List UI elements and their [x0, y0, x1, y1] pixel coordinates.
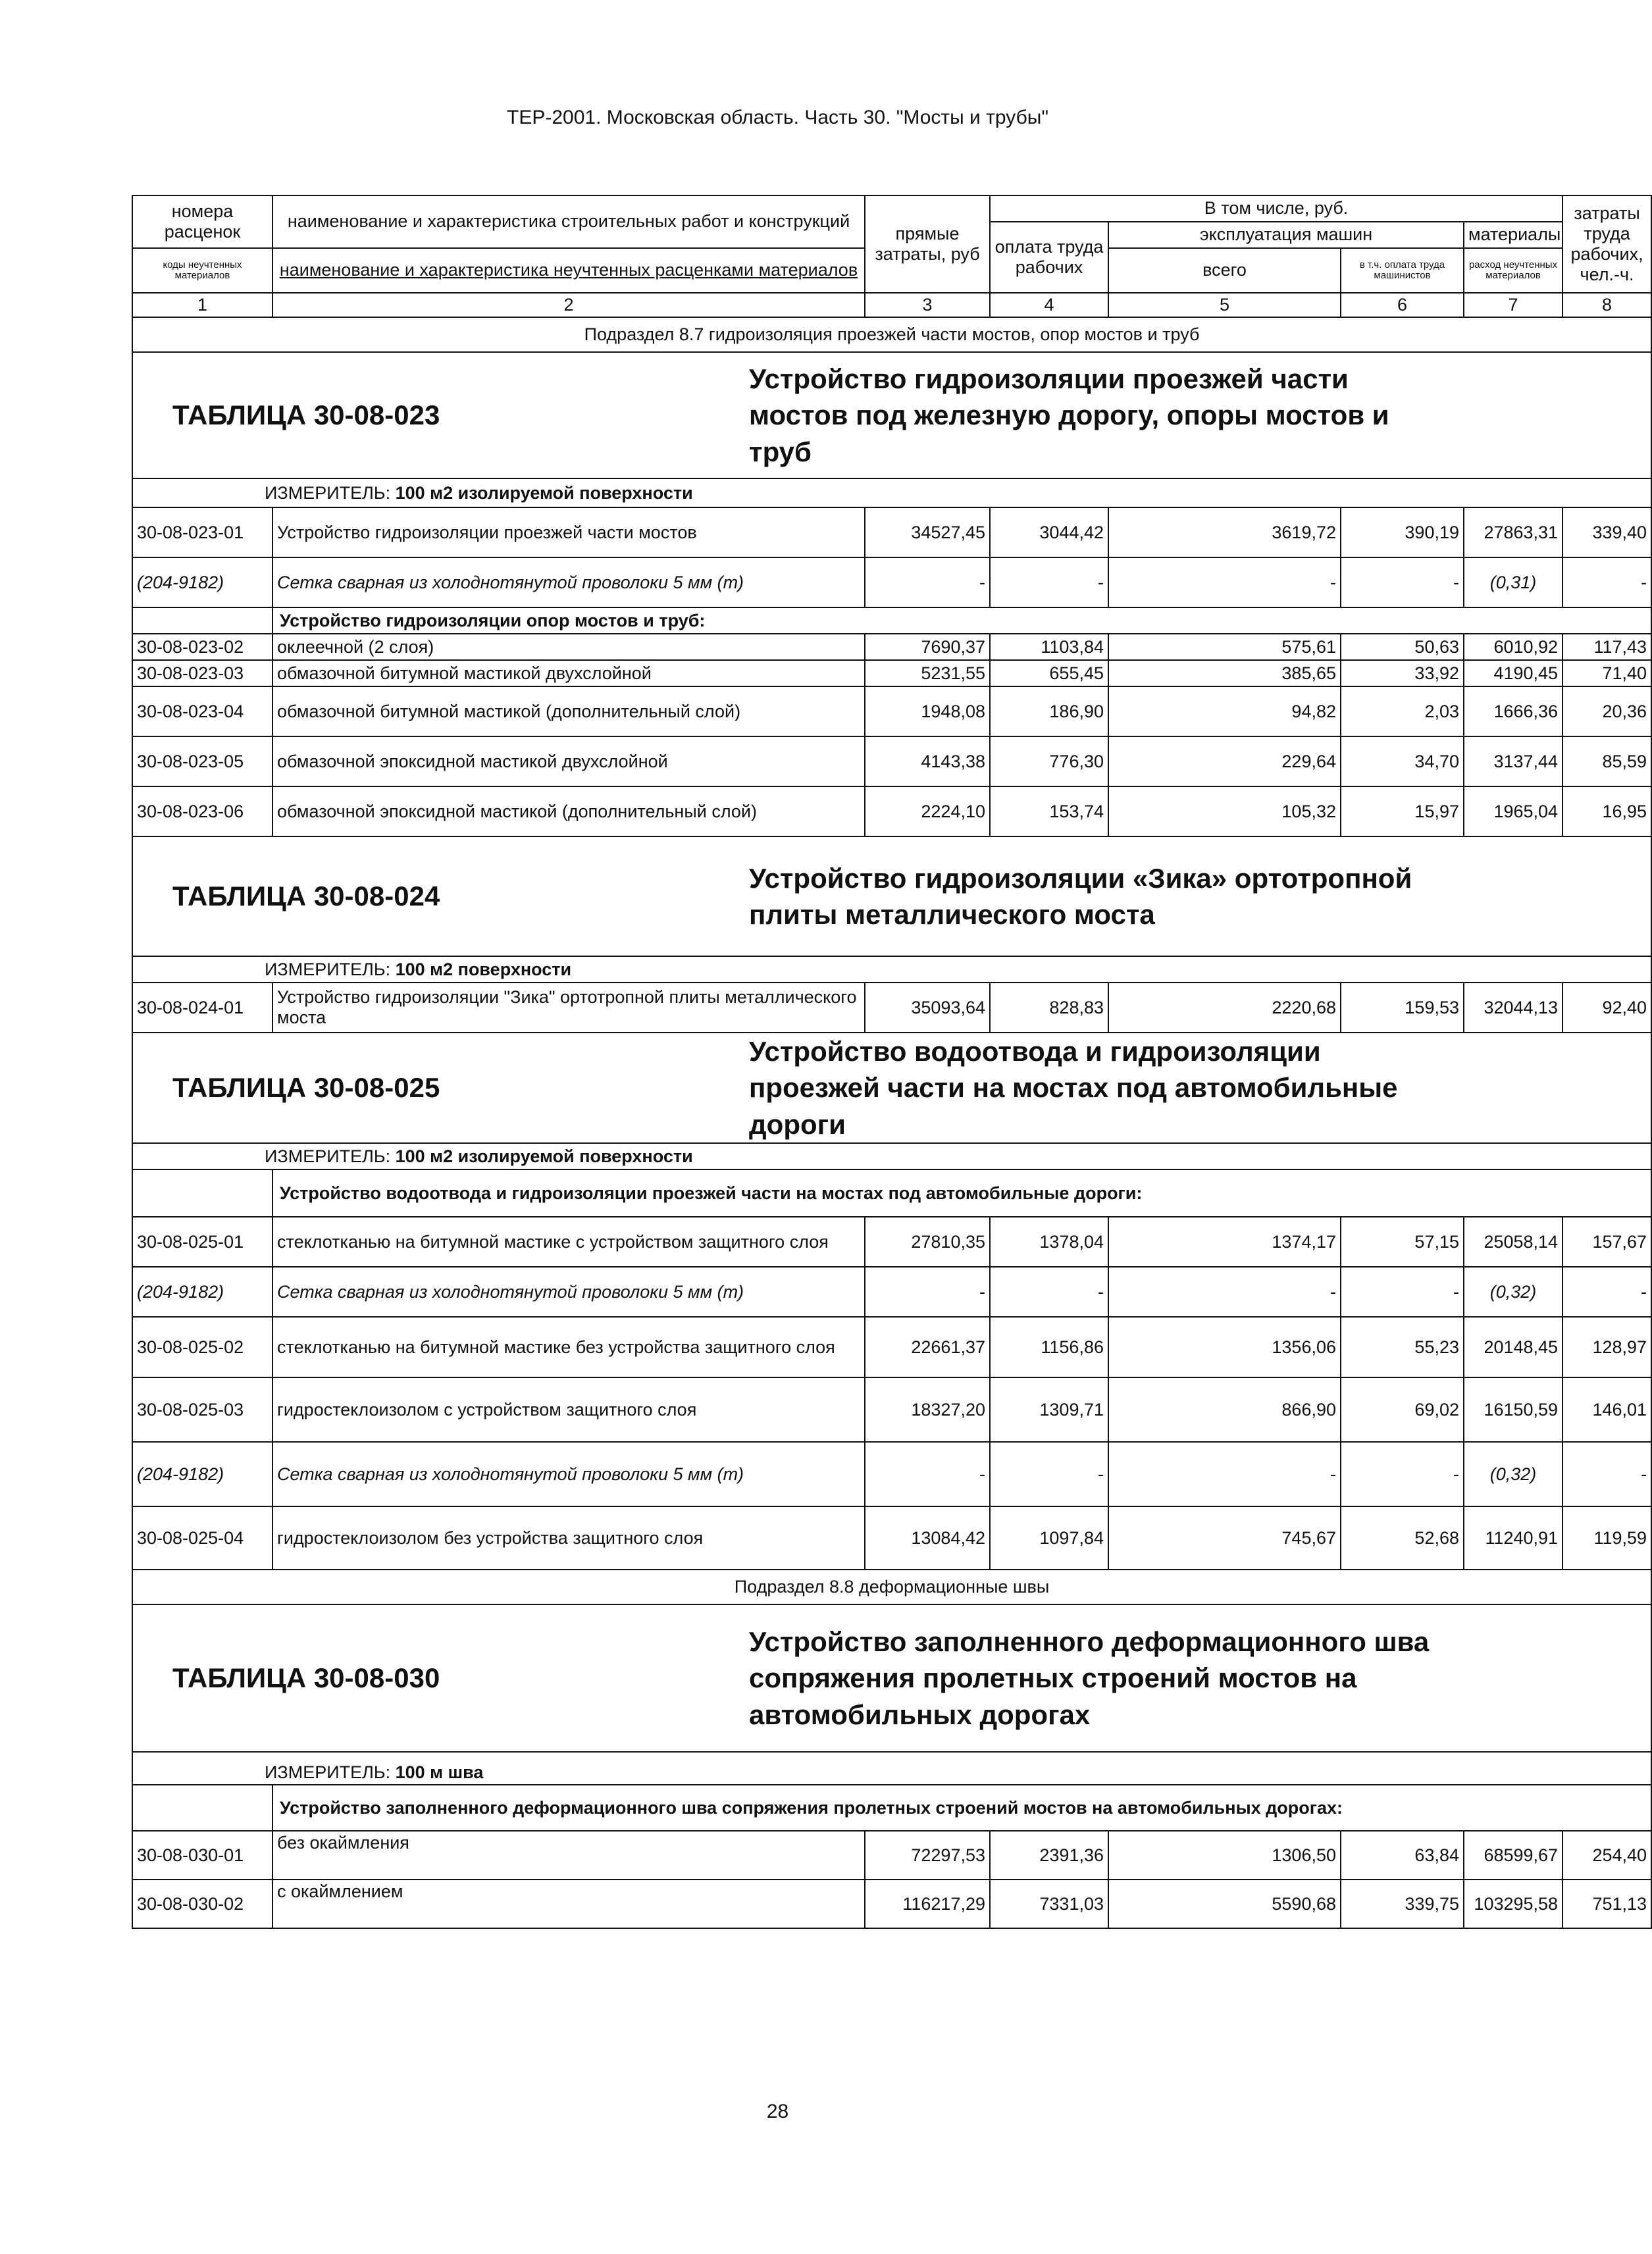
material-code: (204-9182) [132, 1442, 272, 1506]
cell-labor: 71,40 [1562, 660, 1651, 686]
rates-table [132, 195, 1652, 1929]
table-heading-30-08-024 [132, 836, 1651, 956]
col-num-8: 8 [1562, 293, 1651, 317]
cell-wages: - [990, 557, 1108, 607]
cell-machines: 229,64 [1108, 736, 1341, 786]
cell-labor: 751,13 [1562, 1880, 1651, 1928]
cell-labor: 92,40 [1562, 983, 1651, 1033]
rate-name: оклеечной (2 слоя) [272, 634, 865, 660]
cell-labor: - [1562, 1442, 1651, 1506]
cell-wages: 3044,42 [990, 507, 1108, 557]
col2-bottom-header: наименование и характеристика неучтенных расценками материалов [272, 248, 865, 293]
table-row [132, 1831, 1651, 1880]
table-row [132, 786, 1651, 836]
cell-labor: 146,01 [1562, 1377, 1651, 1442]
cell-wages: 1378,04 [990, 1217, 1108, 1267]
cell-direct-costs: 7690,37 [865, 634, 990, 660]
cell-direct-costs: - [865, 557, 990, 607]
cell-direct-costs: 2224,10 [865, 786, 990, 836]
table-row [132, 983, 1651, 1033]
rate-code: 30-08-023-04 [132, 686, 272, 736]
cell-machines: 105,32 [1108, 786, 1341, 836]
rate-name: обмазочной битумной мастикой двухслойной [272, 660, 865, 686]
cell-labor: 119,59 [1562, 1506, 1651, 1570]
rate-name: Устройство гидроизоляции "Зика" ортотропной плиты металлического моста [272, 983, 865, 1033]
section-heading-8-8: Подраздел 8.8 деформационные швы [132, 1570, 1651, 1604]
table-row [132, 1217, 1651, 1267]
cell-machines: 385,65 [1108, 660, 1341, 686]
cell-machines: 5590,68 [1108, 1880, 1341, 1928]
col5-header: всего [1108, 248, 1341, 293]
cell-direct-costs: 13084,42 [865, 1506, 990, 1570]
cell-materials: 68599,67 [1464, 1831, 1562, 1880]
measure-unit: ИЗМЕРИТЕЛЬ: 100 м2 изолируемой поверхности [132, 478, 1651, 507]
cell-operators-wages: 57,15 [1341, 1217, 1464, 1267]
cell-operators-wages: 52,68 [1341, 1506, 1464, 1570]
cell-materials: 27863,31 [1464, 507, 1562, 557]
cell-wages: 7331,03 [990, 1880, 1108, 1928]
table-heading-30-08-030 [132, 1604, 1651, 1752]
table-row [132, 557, 1651, 607]
cell-direct-costs: 116217,29 [865, 1880, 990, 1928]
cell-materials: 6010,92 [1464, 634, 1562, 660]
material-name: Сетка сварная из холоднотянутой проволоки 5 мм (т) [272, 557, 865, 607]
cell-wages: - [990, 1442, 1108, 1506]
cell-operators-wages: - [1341, 1267, 1464, 1317]
rate-code: 30-08-025-04 [132, 1506, 272, 1570]
rate-code: 30-08-023-01 [132, 507, 272, 557]
cell-labor: 20,36 [1562, 686, 1651, 736]
table-heading-30-08-023 [132, 352, 1651, 478]
col-num-5: 5 [1108, 293, 1341, 317]
table-code: ТАБЛИЦА 30-08-030 [172, 1662, 440, 1693]
table-code: ТАБЛИЦА 30-08-024 [172, 880, 440, 911]
cell-materials: 32044,13 [1464, 983, 1562, 1033]
cell-wages: 776,30 [990, 736, 1108, 786]
col3-header: прямые затраты, руб [865, 195, 990, 293]
cell-direct-costs: 1948,08 [865, 686, 990, 736]
cell-machines: - [1108, 1267, 1341, 1317]
col-num-3: 3 [865, 293, 990, 317]
col-num-6: 6 [1341, 293, 1464, 317]
col-num-1: 1 [132, 293, 272, 317]
material-code: (204-9182) [132, 557, 272, 607]
col1-top-header: номера расценок [132, 195, 272, 248]
cell-machines: - [1108, 1442, 1341, 1506]
col8-header: затраты труда рабочих, чел.-ч. [1562, 195, 1651, 293]
cell-operators-wages: - [1341, 557, 1464, 607]
cell-labor: 339,40 [1562, 507, 1651, 557]
cell-operators-wages: 339,75 [1341, 1880, 1464, 1928]
rate-name: стеклотканью на битумной мастике с устройством защитного слоя [272, 1217, 865, 1267]
cell-direct-costs: 34527,45 [865, 507, 990, 557]
rate-code: 30-08-024-01 [132, 983, 272, 1033]
cell-machines: 2220,68 [1108, 983, 1341, 1033]
measure-unit: ИЗМЕРИТЕЛЬ: 100 м шва [132, 1752, 1651, 1785]
table-title: Устройство гидроизоляции «Зика» ортотропной плиты металлического моста [749, 862, 1412, 931]
col6-header: в т.ч. оплата труда машинистов [1341, 248, 1464, 293]
table-row [132, 1442, 1651, 1506]
page-number: 28 [766, 2101, 789, 2122]
rate-name: обмазочной эпоксидной мастикой (дополнительный слой) [272, 786, 865, 836]
rate-code: 30-08-025-01 [132, 1217, 272, 1267]
rate-code: 30-08-023-02 [132, 634, 272, 660]
table-row [132, 1506, 1651, 1570]
material-name: Сетка сварная из холоднотянутой проволоки 5 мм (т) [272, 1267, 865, 1317]
cell-materials: 20148,45 [1464, 1317, 1562, 1377]
cell-direct-costs: 4143,38 [865, 736, 990, 786]
cell-direct-costs: 72297,53 [865, 1831, 990, 1880]
cell-labor: 16,95 [1562, 786, 1651, 836]
cell-operators-wages: 34,70 [1341, 736, 1464, 786]
cell-direct-costs: 27810,35 [865, 1217, 990, 1267]
table-code: ТАБЛИЦА 30-08-023 [172, 399, 440, 430]
table-row [132, 1377, 1651, 1442]
cell-materials: 103295,58 [1464, 1880, 1562, 1928]
cell-direct-costs: 5231,55 [865, 660, 990, 686]
table-row [132, 1880, 1651, 1928]
cell-materials: 4190,45 [1464, 660, 1562, 686]
section-heading-8-7: Подраздел 8.7 гидроизоляция проезжей части мостов, опор мостов и труб [132, 317, 1651, 352]
cell-materials: 11240,91 [1464, 1506, 1562, 1570]
table-row [132, 736, 1651, 786]
cell-wages: 153,74 [990, 786, 1108, 836]
col7-header: расход неучтенных материалов [1464, 248, 1562, 293]
cell-machines: 1306,50 [1108, 1831, 1341, 1880]
cell-materials: 25058,14 [1464, 1217, 1562, 1267]
rate-name: стеклотканью на битумной мастике без устройства защитного слоя [272, 1317, 865, 1377]
table-row [132, 686, 1651, 736]
cell-machines: - [1108, 557, 1341, 607]
cell-wages: 2391,36 [990, 1831, 1108, 1880]
table-row [132, 507, 1651, 557]
cell-direct-costs: - [865, 1267, 990, 1317]
material-code: (204-9182) [132, 1267, 272, 1317]
cell-machines: 1374,17 [1108, 1217, 1341, 1267]
cell-machines: 94,82 [1108, 686, 1341, 736]
table-row [132, 1317, 1651, 1377]
cell-materials: (0,32) [1464, 1267, 1562, 1317]
cell-wages: 1309,71 [990, 1377, 1108, 1442]
measure-unit: ИЗМЕРИТЕЛЬ: 100 м2 изолируемой поверхности [132, 1143, 1651, 1169]
col-num-4: 4 [990, 293, 1108, 317]
materials-header: материалы [1464, 222, 1562, 248]
rate-code: 30-08-025-02 [132, 1317, 272, 1377]
cell-operators-wages: 55,23 [1341, 1317, 1464, 1377]
cell-wages: - [990, 1267, 1108, 1317]
material-name: Сетка сварная из холоднотянутой проволоки 5 мм (т) [272, 1442, 865, 1506]
measure-unit: ИЗМЕРИТЕЛЬ: 100 м2 поверхности [132, 956, 1651, 983]
page-header: ТЕР-2001. Московская область. Часть 30. "Мосты и трубы" [507, 107, 1048, 128]
cell-wages: 1097,84 [990, 1506, 1108, 1570]
rate-name: без окаймления [272, 1831, 865, 1880]
group-heading: Устройство гидроизоляции опор мостов и труб: [272, 607, 1651, 634]
rate-name: обмазочной битумной мастикой (дополнительный слой) [272, 686, 865, 736]
rate-name: гидростеклоизолом без устройства защитного слоя [272, 1506, 865, 1570]
table-heading-30-08-025 [132, 1033, 1651, 1143]
table-row [132, 1267, 1651, 1317]
cell-machines: 745,67 [1108, 1506, 1341, 1570]
rate-name: гидростеклоизолом с устройством защитного слоя [272, 1377, 865, 1442]
rate-code: 30-08-030-02 [132, 1880, 272, 1928]
cell-labor: - [1562, 557, 1651, 607]
cell-labor: 254,40 [1562, 1831, 1651, 1880]
cell-machines: 575,61 [1108, 634, 1341, 660]
rate-name: Устройство гидроизоляции проезжей части мостов [272, 507, 865, 557]
cell-operators-wages: 390,19 [1341, 507, 1464, 557]
cell-wages: 1156,86 [990, 1317, 1108, 1377]
cell-operators-wages: 15,97 [1341, 786, 1464, 836]
cell-operators-wages: 50,63 [1341, 634, 1464, 660]
cell-direct-costs: 22661,37 [865, 1317, 990, 1377]
group-heading: Устройство водоотвода и гидроизоляции проезжей части на мостах под автомобильные дороги: [272, 1169, 1651, 1217]
cell-labor: 128,97 [1562, 1317, 1651, 1377]
cell-wages: 186,90 [990, 686, 1108, 736]
cell-operators-wages: 159,53 [1341, 983, 1464, 1033]
cell-wages: 655,45 [990, 660, 1108, 686]
rate-code: 30-08-023-06 [132, 786, 272, 836]
rate-code: 30-08-023-03 [132, 660, 272, 686]
col-num-7: 7 [1464, 293, 1562, 317]
cell-labor: 117,43 [1562, 634, 1651, 660]
cell-materials: (0,31) [1464, 557, 1562, 607]
cell-materials: 3137,44 [1464, 736, 1562, 786]
rate-name: обмазочной эпоксидной мастикой двухслойной [272, 736, 865, 786]
table-row [132, 634, 1651, 660]
col2-top-header: наименование и характеристика строительных работ и конструкций [272, 195, 865, 248]
col4-header: оплата труда рабочих [990, 222, 1108, 293]
rate-code: 30-08-025-03 [132, 1377, 272, 1442]
table-code: ТАБЛИЦА 30-08-025 [172, 1071, 440, 1103]
table-row [132, 660, 1651, 686]
cell-direct-costs: 18327,20 [865, 1377, 990, 1442]
rate-name: с окаймлением [272, 1880, 865, 1928]
cell-labor: - [1562, 1267, 1651, 1317]
col-num-2: 2 [272, 293, 865, 317]
cell-wages: 828,83 [990, 983, 1108, 1033]
cell-operators-wages: - [1341, 1442, 1464, 1506]
cell-operators-wages: 63,84 [1341, 1831, 1464, 1880]
cell-materials: (0,32) [1464, 1442, 1562, 1506]
cell-materials: 1965,04 [1464, 786, 1562, 836]
cell-direct-costs: 35093,64 [865, 983, 990, 1033]
cell-materials: 1666,36 [1464, 686, 1562, 736]
cell-labor: 157,67 [1562, 1217, 1651, 1267]
group-heading: Устройство заполненного деформационного шва сопряжения пролетных строений мостов на автомобильных дорогах: [272, 1785, 1651, 1831]
cell-operators-wages: 2,03 [1341, 686, 1464, 736]
cell-machines: 1356,06 [1108, 1317, 1341, 1377]
col1-bottom-header: коды неучтенных материалов [132, 248, 272, 293]
cell-machines: 866,90 [1108, 1377, 1341, 1442]
cell-direct-costs: - [865, 1442, 990, 1506]
table-title: Устройство заполненного деформационного шва сопряжения пролетных строений мостов на автомобильных дорогах [749, 1626, 1430, 1730]
including-header: В том числе, руб. [990, 195, 1562, 222]
table-title: Устройство гидроизоляции проезжей части мостов под железную дорогу, опоры мостов и труб [749, 363, 1389, 467]
rate-code: 30-08-023-05 [132, 736, 272, 786]
cell-materials: 16150,59 [1464, 1377, 1562, 1442]
cell-labor: 85,59 [1562, 736, 1651, 786]
cell-wages: 1103,84 [990, 634, 1108, 660]
cell-machines: 3619,72 [1108, 507, 1341, 557]
rate-code: 30-08-030-01 [132, 1831, 272, 1880]
cell-operators-wages: 69,02 [1341, 1377, 1464, 1442]
machines-header: эксплуатация машин [1108, 222, 1464, 248]
table-title: Устройство водоотвода и гидроизоляции проезжей части на мостах под автомобильные дороги [749, 1035, 1398, 1140]
cell-operators-wages: 33,92 [1341, 660, 1464, 686]
